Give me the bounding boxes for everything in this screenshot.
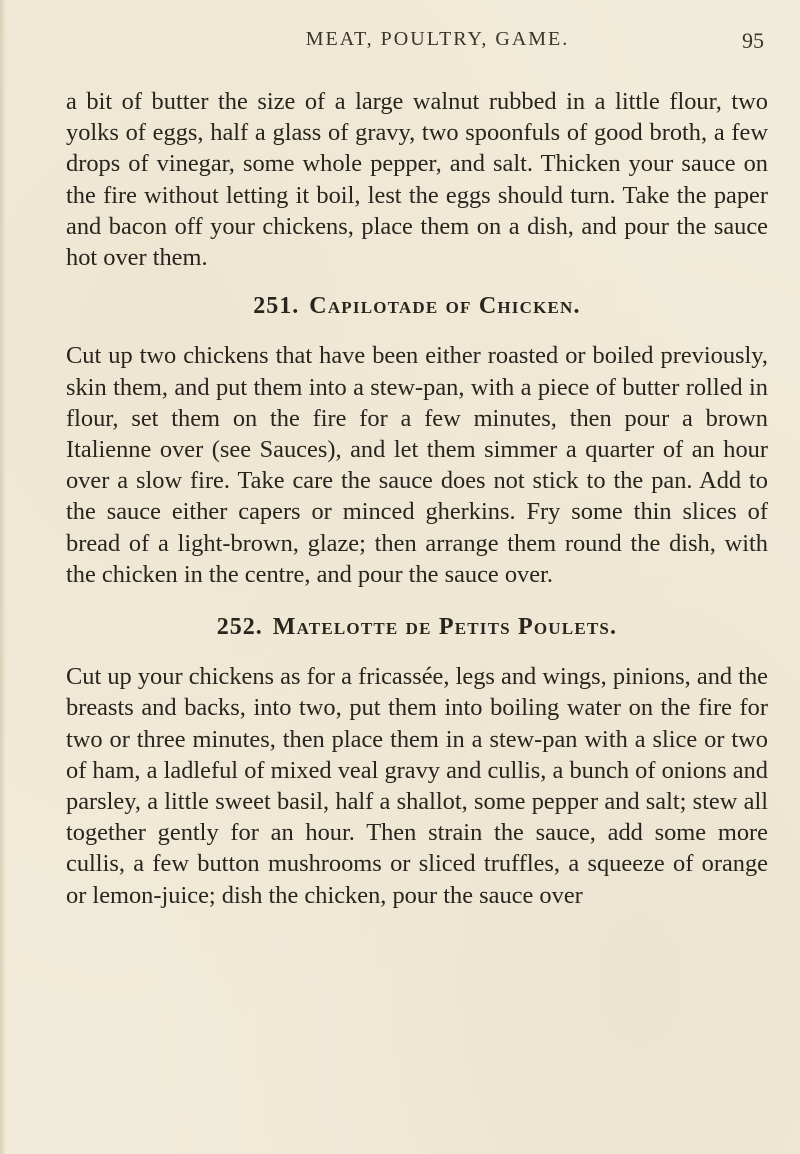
recipe-heading-251 (66, 291, 768, 322)
recipe-number: 251. (253, 293, 300, 320)
recipe-title: Capilotade of Chicken. (309, 293, 581, 320)
running-head: MEAT, POULTRY, GAME. (305, 28, 570, 50)
page-body (66, 86, 768, 933)
recipe-number: 252. (216, 614, 263, 641)
recipe-section-252 (66, 612, 768, 911)
page-spine-shadow (0, 0, 6, 1154)
recipe-heading-252 (66, 612, 768, 643)
recipe-text-252: Cut up your chickens as for a fricassée, legs and wings, pinions, and the breasts and backs, into two, put them into boiling water on the fire for two or three minutes, then place them in a stew-pan with a slice or two of ham, a ladleful of mixed veal gravy and cullis, a bunch of onions and parsley, a little sweet basil, half a shallot, some pepper and salt; stew all together gently for an hour. Then strain the sauce, add some more cullis, a few button mushrooms or sliced truffles, a squeeze of orange or lemon-juice; dish the chicken, pour the sauce over (66, 663, 768, 909)
page-number: 95 (742, 28, 764, 53)
page-header (150, 28, 770, 58)
recipe-text-251: Cut up two chickens that have been either roasted or boiled previously, skin them, and put them into a stew-pan, with a piece of butter rolled in flour, set them on the fire for a few minutes, then pour a brown Italienne over (see Sauces), and let them simmer a quarter of an hour over a slow fire. Take care the sauce does not stick to the pan. Add to the sauce either capers or minced gherkins. Fry some thin slices of bread of a light-brown, glaze; then arrange them round the dish, with the chicken in the centre, and pour the sauce over. (66, 342, 768, 588)
intro-paragraph: a bit of butter the size of a large walnut rubbed in a little flour, two yolks of eggs, half a glass of gravy, two spoonfuls of good broth, a few drops of vinegar, some whole pepper, and salt. Thicken your sauce on the fire without letting it boil, lest the eggs should turn. Take the paper and bacon off your chickens, place them on a dish, and pour the sauce hot over them. (66, 88, 768, 272)
recipe-section-251 (66, 291, 768, 590)
recipe-title: Matelotte de Petits Poulets. (272, 614, 618, 641)
